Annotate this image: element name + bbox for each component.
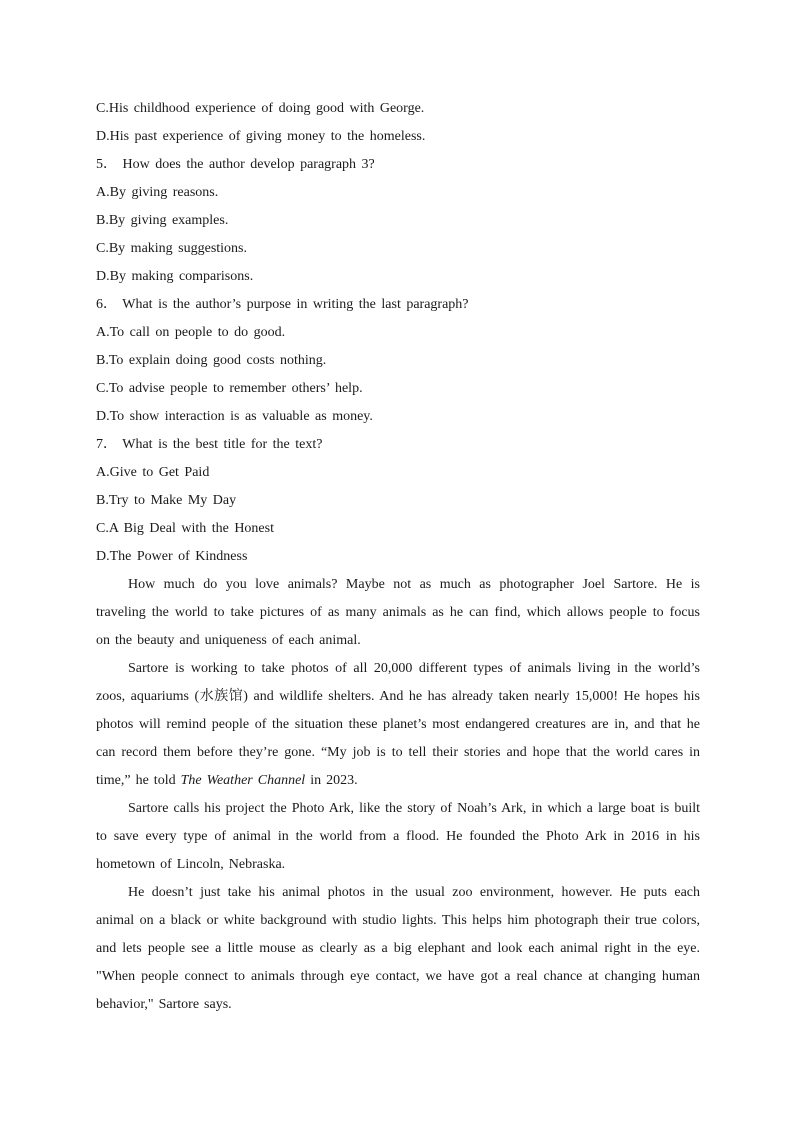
passage-paragraph-1: How much do you love animals? Maybe not as much as photographer Joel Sartore. He is traveling the world to take pictures of as many animals as he can find, which allows people to focus on the beauty and uniqueness of each animal. [96, 577, 700, 648]
source-title: The Weather Channel [180, 773, 306, 788]
q5-stem: 5． How does the author develop paragraph 3? [96, 157, 375, 172]
q7-stem: 7． What is the best title for the text? [96, 437, 323, 452]
q5-option-c: C.By making suggestions. [96, 241, 248, 256]
q4-option-c: C.His childhood experience of doing good with George. [96, 101, 425, 116]
passage-paragraph-4: He doesn’t just take his animal photos in the usual zoo environment, however. He puts each animal on a black or white background with studio lights. This helps him photograph their true colors, and lets people see a little mouse as clearly as a big elephant and look each animal right in the eye. "When people connect to animals through eye contact, we have got a real chance at changing human behavior," Sartore says. [96, 885, 700, 1012]
passage-paragraph-3: Sartore calls his project the Photo Ark, like the story of Noah’s Ark, in which a large boat is built to save every type of animal in the world from a flood. He founded the Photo Ark in 2016 in his hometown of Lincoln, Nebraska. [96, 801, 700, 872]
q6-option-a: A.To call on people to do good. [96, 325, 286, 340]
q6-stem: 6． What is the author’s purpose in writing the last paragraph? [96, 297, 469, 312]
q7-option-b: B.Try to Make My Day [96, 493, 237, 508]
paragraph-2-end: in 2023. [305, 773, 358, 788]
q7-option-c: C.A Big Deal with the Honest [96, 521, 274, 536]
q6-option-c: C.To advise people to remember others’ help. [96, 381, 363, 396]
q7-option-a: A.Give to Get Paid [96, 465, 210, 480]
passage-paragraph-2 [96, 655, 700, 795]
q7-option-d: D.The Power of Kindness [96, 549, 248, 564]
q5-option-b: B.By giving examples. [96, 213, 229, 228]
q5-option-d: D.By making comparisons. [96, 269, 254, 284]
q4-option-d: D.His past experience of giving money to the homeless. [96, 129, 426, 144]
q5-option-a: A.By giving reasons. [96, 185, 219, 200]
q6-option-b: B.To explain doing good costs nothing. [96, 353, 327, 368]
q6-option-d: D.To show interaction is as valuable as money. [96, 409, 373, 424]
worksheet-page [96, 95, 700, 1019]
paragraph-2-text: Sartore is working to take photos of all 20,000 different types of animals living in the world’s zoos, aquariums (水族馆) and wildlife shelters. And he has already taken nearly 15,000! He hopes his photos will remind people of the situation these planet’s most endangered creatures are in, and that he can record them before they’re gone. “My job is to tell their stories and hope that the world cares in time,” he told [96, 661, 700, 788]
